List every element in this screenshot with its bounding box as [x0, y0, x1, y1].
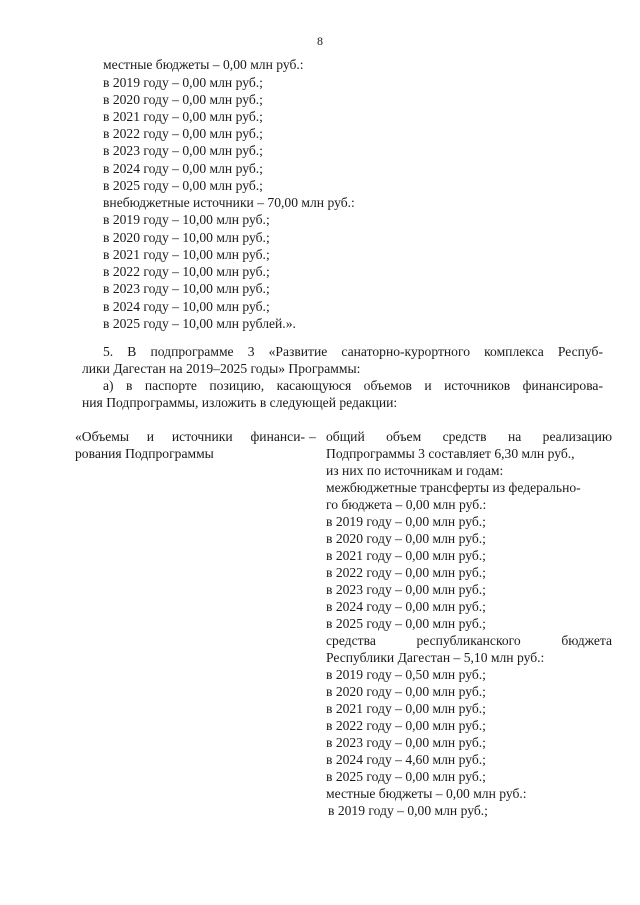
text-line: 5. В подпрограмме 3 «Развитие санаторно-курортного комплекса Респуб- [103, 344, 603, 359]
text-line: в 2023 году – 0,00 млн руб.; [326, 735, 486, 750]
item-5-paragraph-cont [82, 360, 582, 377]
text-line: Республики Дагестан – 5,10 млн руб.: [326, 650, 545, 665]
text-line: в 2021 году – 0,00 млн руб.; [326, 701, 486, 716]
text-line: в 2025 году – 0,00 млн руб.; [326, 769, 486, 784]
page-number: 8 [317, 34, 323, 48]
text-line: в 2022 году – 10,00 млн руб.; [103, 264, 270, 279]
text-line: Подпрограммы 3 составляет 6,30 млн руб., [326, 446, 575, 461]
text-line: в 2021 году – 0,00 млн руб.; [103, 109, 263, 124]
text-line: го бюджета – 0,00 млн руб.: [326, 497, 487, 512]
text-line: в 2022 году – 0,00 млн руб.; [326, 718, 486, 733]
text-line: в 2022 году – 0,00 млн руб.; [326, 565, 486, 580]
item-5a-paragraph-cont [82, 394, 582, 411]
text-line: в 2024 году – 4,60 млн руб.; [326, 752, 486, 767]
text-line: в 2020 году – 0,00 млн руб.; [326, 531, 486, 546]
text-line: в 2019 году – 0,50 млн руб.; [326, 667, 486, 682]
text-line: в 2019 году – 10,00 млн руб.; [103, 212, 270, 227]
text-line: в 2021 году – 10,00 млн руб.; [103, 247, 270, 262]
text-line: в 2025 году – 0,00 млн руб.; [326, 616, 486, 631]
text-line: в 2020 году – 10,00 млн руб.; [103, 230, 270, 245]
text-line: в 2023 году – 10,00 млн руб.; [103, 281, 270, 296]
text-line: рования Подпрограммы [75, 446, 214, 461]
text-line: внебюджетные источники – 70,00 млн руб.: [103, 195, 355, 210]
text-line: в 2024 году – 10,00 млн руб.; [103, 299, 270, 314]
text-line: в 2022 году – 0,00 млн руб.; [103, 126, 263, 141]
text-line: в 2023 году – 0,00 млн руб.; [103, 143, 263, 158]
text-line: общий объем средств на реализацию [326, 429, 612, 444]
passport-row-label [75, 428, 305, 462]
separator-dash: – [309, 429, 316, 444]
text-line: «Объемы и источники финанси- [75, 429, 305, 444]
text-line: в 2025 году – 0,00 млн руб.; [103, 178, 263, 193]
text-line: в 2019 году – 0,00 млн руб.; [328, 803, 488, 818]
text-line: местные бюджеты – 0,00 млн руб.: [326, 786, 527, 801]
text-line: ния Подпрограммы, изложить в следующей редакции: [82, 395, 398, 410]
text-line: в 2024 году – 0,00 млн руб.; [326, 599, 486, 614]
text-line: в 2025 году – 10,00 млн рублей.». [103, 316, 296, 331]
text-line: а) в паспорте позицию, касающуюся объемов и источников финансирова- [103, 378, 603, 393]
text-line: в 2020 году – 0,00 млн руб.; [326, 684, 486, 699]
text-line: в 2024 году – 0,00 млн руб.; [103, 161, 263, 176]
text-line: из них по источникам и годам: [326, 463, 504, 478]
text-line: в 2023 году – 0,00 млн руб.; [326, 582, 486, 597]
text-line: в 2021 году – 0,00 млн руб.; [326, 548, 486, 563]
passport-row-value [326, 428, 612, 819]
text-line: лики Дагестан на 2019–2025 годы» Программы: [82, 361, 361, 376]
text-line: в 2019 году – 0,00 млн руб.; [103, 75, 263, 90]
item-5a-paragraph [103, 377, 603, 394]
text-line: межбюджетные трансферты из федерально- [326, 480, 581, 495]
text-line: в 2019 году – 0,00 млн руб.; [326, 514, 486, 529]
text-line: в 2020 году – 0,00 млн руб.; [103, 92, 263, 107]
text-line: местные бюджеты – 0,00 млн руб.: [103, 57, 304, 72]
text-line: средства республиканского бюджета [326, 633, 612, 648]
item-5-paragraph [103, 343, 603, 360]
